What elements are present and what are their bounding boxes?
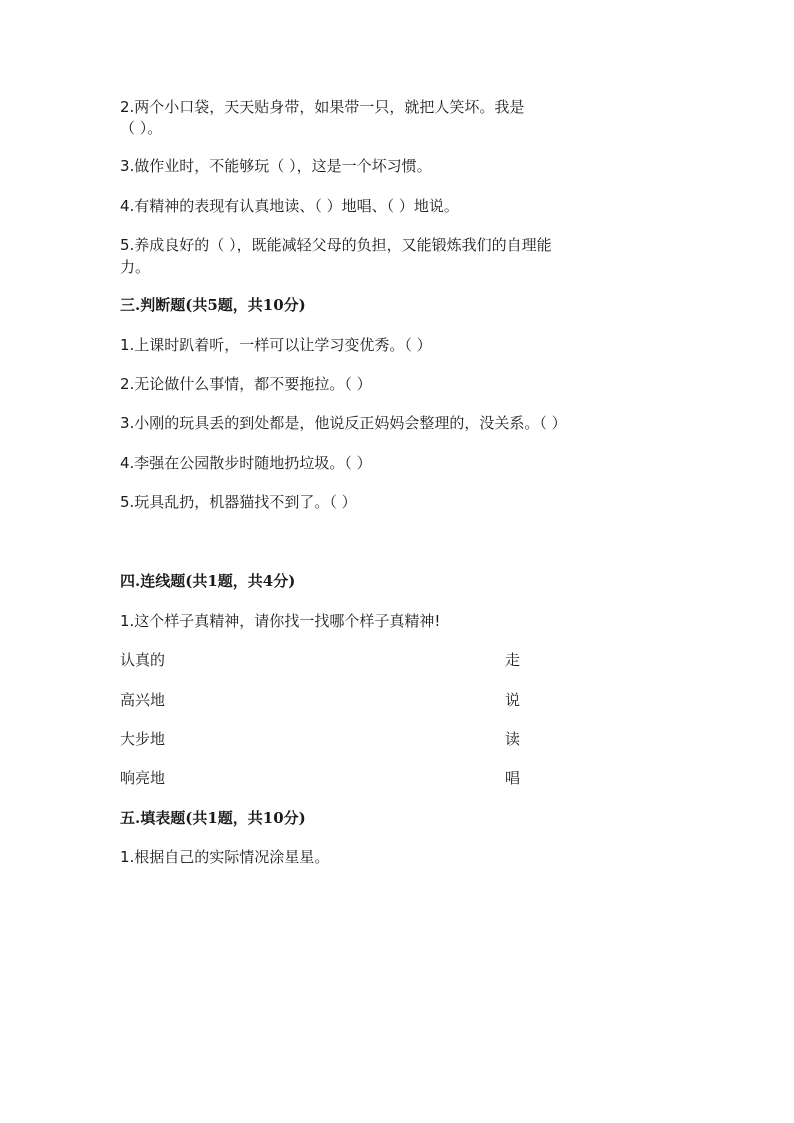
- match-left-item-4: 响亮地: [120, 769, 166, 787]
- judge-item-4: 4.李强在公园散步时随地扔垃圾。（ ）: [120, 454, 372, 472]
- fill-question-2-line2: （ ）。: [120, 119, 163, 137]
- match-question: 1.这个样子真精神，请你找一找哪个样子真精神!: [120, 612, 441, 630]
- judge-item-2: 2.无论做什么事情，都不要拖拉。（ ）: [120, 375, 372, 393]
- match-right-item-1: 走: [505, 651, 521, 669]
- match-left-item-3: 大步地: [120, 730, 166, 748]
- match-right-item-4: 唱: [505, 769, 521, 787]
- match-left-item-2: 高兴地: [120, 691, 166, 709]
- match-right-item-2: 说: [505, 691, 521, 709]
- match-right-item-3: 读: [505, 730, 521, 748]
- match-section-heading: 四.连线题(共1题，共4分): [120, 572, 296, 590]
- match-left-item-1: 认真的: [120, 651, 166, 669]
- fill-question-2-line1: 2.两个小口袋，天天贴身带，如果带一只，就把人笑坏。我是: [120, 98, 525, 116]
- judge-item-1: 1.上课时趴着听，一样可以让学习变优秀。（ ）: [120, 336, 432, 354]
- judge-item-5: 5.玩具乱扔，机器猫找不到了。（ ）: [120, 493, 357, 511]
- fill-question-3: 3.做作业时，不能够玩（ ），这是一个坏习惯。: [120, 157, 432, 175]
- table-section-heading: 五.填表题(共1题，共10分): [120, 809, 306, 827]
- fill-question-4: 4.有精神的表现有认真地读、（ ）地唱、（ ）地说。: [120, 197, 459, 215]
- fill-question-5-line1: 5.养成良好的（ ），既能减轻父母的负担，又能锻炼我们的自理能: [120, 236, 552, 254]
- judge-section-heading: 三.判断题(共5题，共10分): [120, 296, 306, 314]
- fill-question-5-line2: 力。: [120, 258, 151, 276]
- judge-item-3: 3.小刚的玩具丢的到处都是，他说反正妈妈会整理的，没关系。（ ）: [120, 414, 567, 432]
- table-question: 1.根据自己的实际情况涂星星。: [120, 848, 330, 866]
